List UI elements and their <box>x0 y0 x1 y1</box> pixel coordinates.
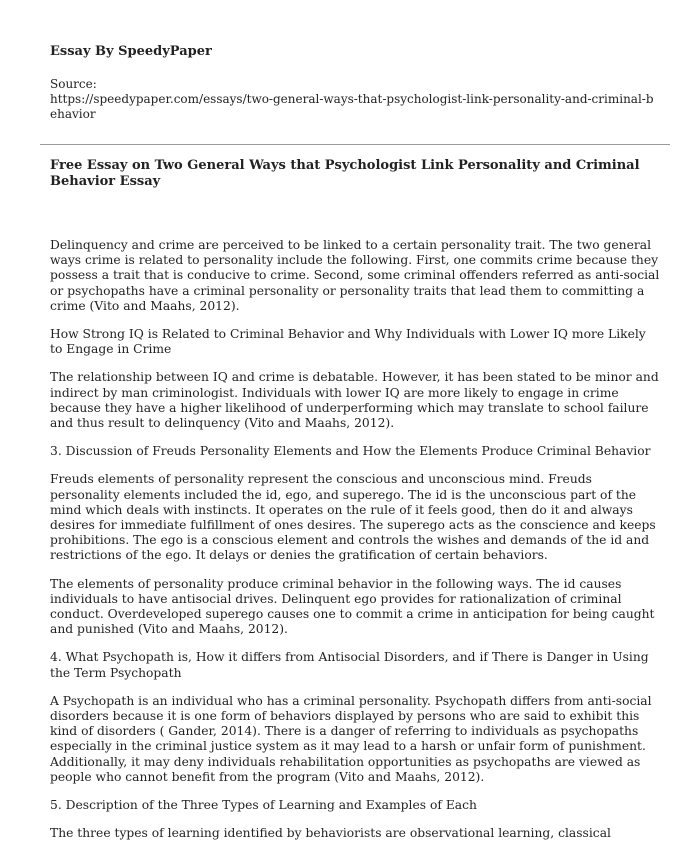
paragraph-psychopath: A Psychopath is an individual who has a criminal personality. Psychopath differs from anti-social disorders because it is one form of behaviors displayed by persons who are said to exhibit this kind of disorders ( Gander, 2014). There is a danger of referring to individuals as psychopaths especially in the criminal justice system as it may lead to a harsh or unfair form of punishment. Additionally, it may deny individuals rehabilitation opportunities as psychopaths are viewed as people who cannot benefit from the program (Vito and Maahs, 2012). <box>50 693 652 784</box>
divider <box>40 144 670 145</box>
section-heading-psychopath: 4. What Psychopath is, How it differs from Antisocial Disorders, and if There is Danger in Using the Term Psychopath <box>50 650 649 680</box>
source-label: Source: <box>50 77 97 91</box>
source-url-link[interactable]: https://speedypaper.com/essays/two-general-ways-that-psychologist-link-personality-and-criminal-behavior <box>50 92 654 121</box>
paragraph-intro: Delinquency and crime are perceived to be linked to a certain personality trait. The two general ways crime is related to personality include the following. First, one commits crime because they possess a trait that is conducive to crime. Second, some criminal offenders referred as anti-social or psychopaths have a criminal personality or personality traits that lead them to committing a crime (Vito and Maahs, 2012). <box>50 238 660 313</box>
section-heading-iq: How Strong IQ is Related to Criminal Behavior and Why Individuals with Lower IQ more Likely to Engage in Crime <box>50 327 646 357</box>
paragraph-learning: The three types of learning identified by behaviorists are observational learning, classical <box>50 826 611 841</box>
paragraph-freud-elements: Freuds elements of personality represent the conscious and unconscious mind. Freuds personality elements included the id, ego, and superego. The id is the unconscious part of the mind which deals with instincts. It operates on the rule of it feels good, then do it and always desires for immediate fulfillment of ones desires. The superego acts as the conscience and keeps prohibitions. The ego is a conscious element and controls the wishes and demands of the id and restrictions of the ego. It delays or denies the gratification of certain behaviors. <box>50 472 656 563</box>
paragraph-iq: The relationship between IQ and crime is debatable. However, it has been stated to be minor and indirect by man criminologist. Individuals with lower IQ are more likely to engage in crime because they have a higher likelihood of underperforming which may translate to school failure and thus result to delinquency (Vito and Maahs, 2012). <box>50 370 659 431</box>
section-heading-freud: 3. Discussion of Freuds Personality Elements and How the Elements Produce Criminal Behavior <box>50 444 651 459</box>
brand-heading: Essay By SpeedyPaper <box>50 44 212 59</box>
paragraph-freud-crime: The elements of personality produce criminal behavior in the following ways. The id causes individuals to have antisocial drives. Delinquent ego provides for rationalization of criminal conduct. Overdeveloped superego causes one to commit a crime in anticipation for being caught and punished (Vito and Maahs, 2012). <box>50 576 655 637</box>
essay-title: Free Essay on Two General Ways that Psychologist Link Personality and Criminal Behavior Essay <box>50 158 640 189</box>
section-heading-learning: 5. Description of the Three Types of Learning and Examples of Each <box>50 798 477 813</box>
